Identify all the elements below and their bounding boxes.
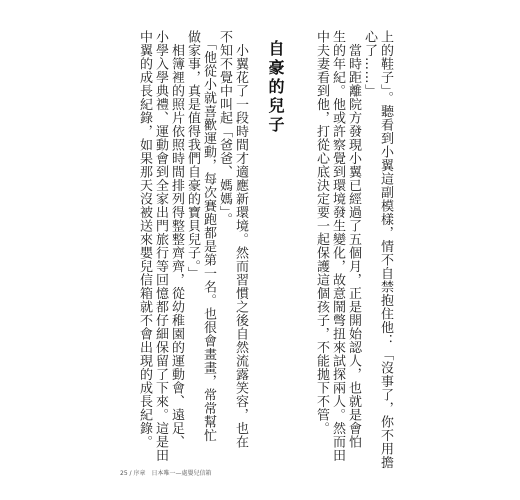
text-column-5: 中夫妻看到他，打從心底決定要一起保護這個孩子，不能拋下不管。 (314, 30, 329, 435)
text-column-4: 生的年紀。他或許察覺到環境發生變化，故意鬧彆扭來試探兩人。然而田 (330, 30, 345, 462)
text-column-9: 做家事，真是值得我們自豪的寶貝兒子。」 (185, 30, 200, 280)
page-footer: 25 / 序章 日本唯一—處嬰兒信箱 (120, 470, 212, 477)
text-column-12: 中翼的成長紀錄，如果那天沒被送來嬰兒信箱就不會出現的成長紀錄。 (137, 30, 152, 449)
section-heading: 自豪的兒子 (266, 40, 285, 135)
text-column-7: 不知不覺中叫起「爸爸、媽媽」。 (217, 30, 232, 226)
text-column-10: 相簿裡的照片依照時間排列得整整齊齊，從幼稚園的運動會、遠足、 (169, 30, 184, 449)
text-column-2: 心了……」 (362, 30, 377, 98)
text-column-1: 上的鞋子」。聽看到小翼這副模樣，情不自禁抱住他：「沒事了，你不用擔 (378, 30, 393, 469)
text-column-6: 小翼花了一段時間才適應新環境。然而習慣之後自然流露笑容，也在 (233, 30, 248, 449)
text-column-8: 「他從小就喜歡運動，每次賽跑都是第一名。也很會畫畫，常常幫忙 (201, 30, 216, 442)
text-column-11: 小學入學典禮、運動會到全家出門旅行等回憶都仔細保留了下來。這是田 (153, 30, 168, 462)
text-column-3: 當時距離院方發現小翼已經過了五個月，正是開始認人，也就是會怕 (346, 30, 361, 449)
